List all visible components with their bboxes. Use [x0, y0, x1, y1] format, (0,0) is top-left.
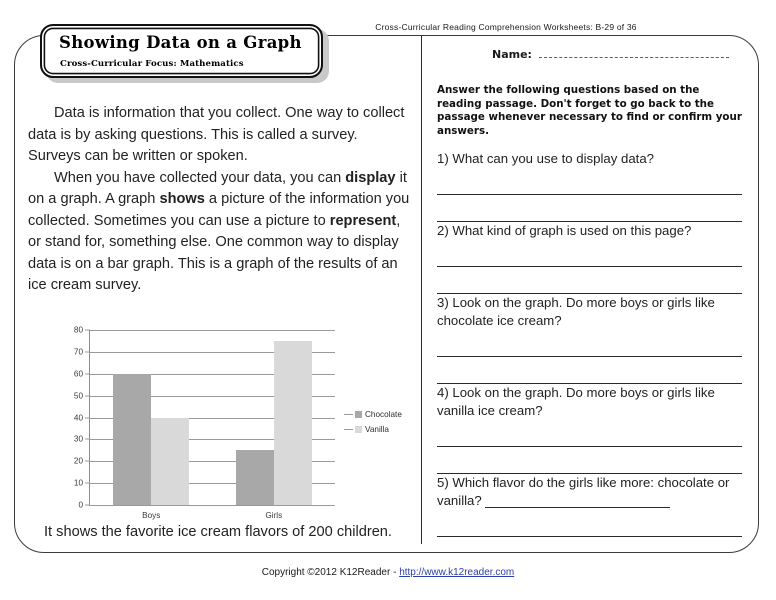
chart-plot-area	[73, 325, 335, 520]
legend-dash	[344, 414, 353, 415]
legend-item-vanilla	[344, 422, 402, 437]
chart-x-tick-label: Girls	[265, 511, 283, 520]
page-subtitle: Cross-Curricular Focus: Mathematics	[60, 59, 244, 69]
chart-y-tick-mark	[85, 373, 90, 374]
answer-line[interactable]	[437, 424, 742, 447]
page-title: Showing Data on a Graph	[59, 33, 302, 52]
page-footer	[0, 567, 776, 578]
passage-keyword-display: display	[345, 169, 396, 186]
question-block-2	[437, 222, 742, 294]
passage-paragraph-2	[28, 168, 410, 297]
question-block-4	[437, 384, 742, 474]
legend-dash	[344, 429, 353, 430]
passage-p2-d: , or stand for, something else. One common way to display data is on a bar graph. This is a graph of the results of an ice cream survey.	[28, 212, 401, 293]
passage-p2-c: a picture of the information you collected. Sometimes you can use a picture to	[28, 191, 410, 229]
name-label: Name:	[492, 48, 532, 61]
answer-line[interactable]	[437, 172, 742, 195]
passage-p2-b: it on a graph. A graph	[28, 169, 407, 207]
name-field[interactable]	[492, 47, 729, 61]
chart-bar-vanilla-girls	[274, 341, 312, 505]
chart-y-tick-mark	[85, 439, 90, 440]
question-text: 4) Look on the graph. Do more boys or girls like vanilla ice cream?	[437, 385, 715, 419]
legend-item-chocolate	[344, 407, 402, 422]
question-text: 5) Which flavor do the girls like more: chocolate or vanilla?	[437, 475, 730, 509]
passage-keyword-shows: shows	[159, 191, 205, 207]
chart-y-tick-label: 0	[78, 500, 83, 510]
answer-line[interactable]	[437, 244, 742, 267]
chart-y-tick-mark	[85, 351, 90, 352]
question-block-3	[437, 294, 742, 384]
name-input-line[interactable]	[539, 47, 729, 58]
chart-gridline	[90, 330, 335, 331]
legend-label: Vanilla	[365, 425, 389, 434]
chart-caption: It shows the favorite ice cream flavors of 200 children.	[44, 524, 392, 540]
passage-p1-text: Data is information that you collect. One way to collect data is by asking questions. This is called a survey. Surveys can be written or spoken.	[28, 105, 405, 164]
chart-x-tick-label: Boys	[142, 511, 161, 520]
chart-y-tick-mark	[85, 461, 90, 462]
legend-swatch-chocolate	[355, 411, 362, 418]
passage-paragraph-1	[28, 103, 410, 168]
chart-y-tick-mark	[85, 330, 90, 331]
questions-instructions: Answer the following questions based on the reading passage. Don't forget to go back to the passage whenever necessary to find or confirm your answers.	[437, 84, 742, 137]
bar-chart	[46, 325, 416, 520]
questions-list	[437, 150, 742, 537]
chart-y-tick-mark	[85, 483, 90, 484]
answer-line[interactable]	[437, 271, 742, 294]
chart-y-tick-mark	[85, 505, 90, 506]
chart-y-tick-mark	[85, 417, 90, 418]
chart-bar-chocolate-girls	[236, 450, 274, 505]
legend-swatch-vanilla	[355, 426, 362, 433]
question-block-1	[437, 150, 742, 222]
question-text: 2) What kind of graph is used on this page?	[437, 223, 692, 239]
chart-y-tick-mark	[85, 395, 90, 396]
chart-bar-vanilla-boys	[151, 418, 189, 506]
chart-y-tick-label: 10	[73, 478, 83, 488]
chart-y-tick-label: 50	[73, 391, 83, 401]
answer-line[interactable]	[437, 199, 742, 222]
chart-y-tick-label: 80	[73, 325, 83, 335]
header-worksheet-label: Cross-Curricular Reading Comprehension Worksheets: B-29 of 36	[375, 22, 637, 32]
title-box	[40, 24, 323, 78]
chart-y-tick-label: 70	[73, 347, 83, 357]
legend-label: Chocolate	[365, 410, 402, 419]
footer-url-link[interactable]: http://www.k12reader.com	[399, 567, 515, 578]
chart-y-tick-label: 30	[73, 434, 83, 444]
passage-keyword-represent: represent	[329, 212, 397, 229]
questions-panel	[437, 84, 742, 537]
footer-copyright: Copyright ©2012 K12Reader -	[261, 567, 400, 578]
answer-line[interactable]	[437, 451, 742, 474]
question-block-5	[437, 474, 742, 537]
chart-gridline	[90, 505, 335, 506]
answer-line[interactable]	[437, 514, 742, 537]
chart-y-tick-label: 40	[73, 413, 83, 422]
chart-y-tick-label: 60	[73, 369, 83, 379]
answer-inline-line[interactable]	[485, 495, 670, 508]
answer-line[interactable]	[437, 361, 742, 384]
reading-passage	[28, 103, 410, 297]
answer-line[interactable]	[437, 334, 742, 357]
question-text: 1) What can you use to display data?	[437, 151, 654, 167]
chart-legend	[344, 407, 402, 437]
column-divider	[421, 36, 422, 544]
chart-bar-chocolate-boys	[113, 374, 151, 505]
passage-p2-a: When you have collected your data, you can	[54, 169, 346, 186]
question-text: 3) Look on the graph. Do more boys or girls like chocolate ice cream?	[437, 295, 715, 329]
chart-y-tick-label: 20	[73, 456, 83, 466]
